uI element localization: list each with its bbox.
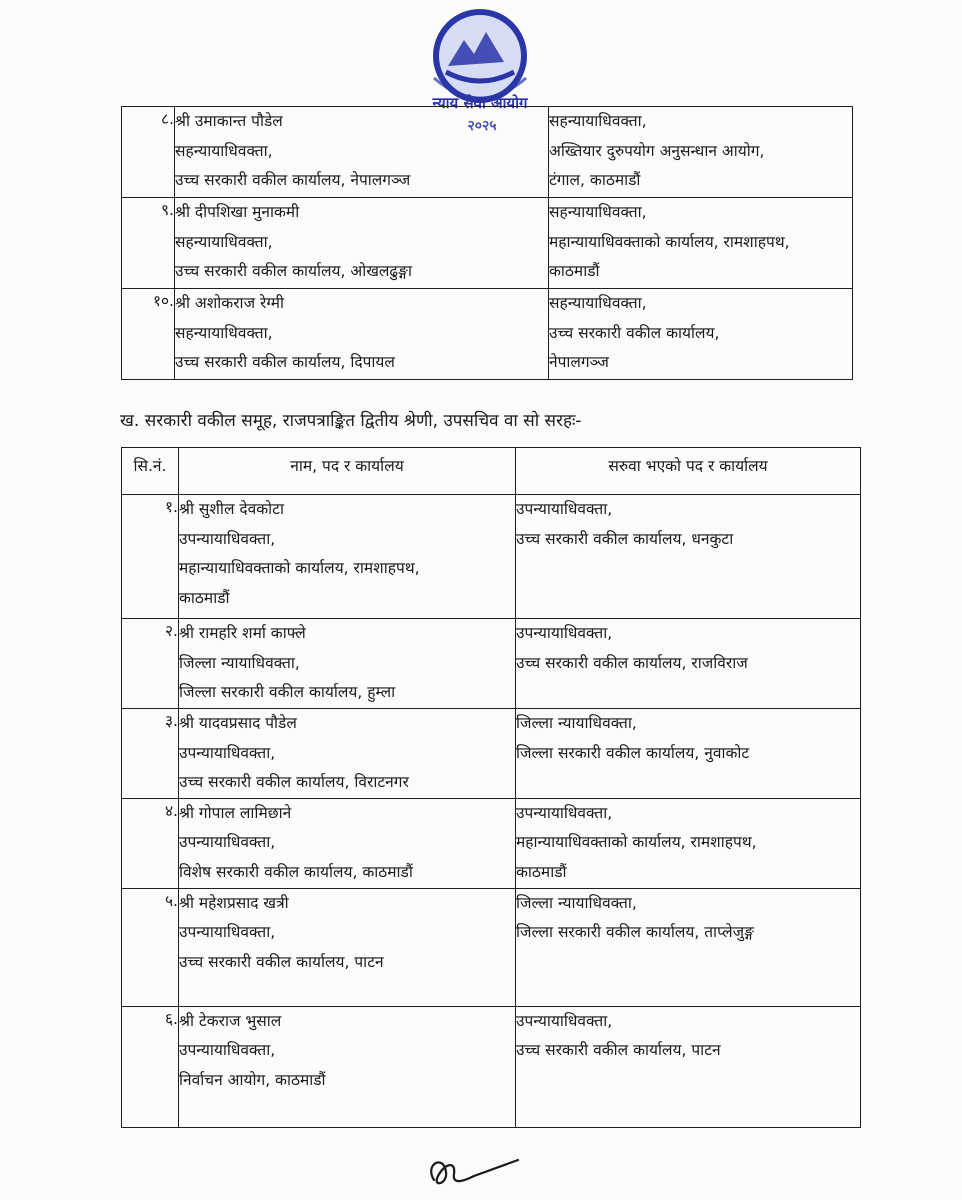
transfer-cell-line: उच्च सरकारी वकील कार्यालय, राजविराज — [516, 653, 748, 672]
transfer-cell — [549, 107, 853, 198]
transfer-cell — [516, 709, 861, 799]
name-cell-line: श्री अशोकराज रेग्मी — [175, 294, 284, 312]
name-cell — [179, 1006, 516, 1127]
name-cell — [175, 107, 549, 198]
transfer-cell — [516, 619, 861, 709]
transfer-cell — [549, 198, 853, 289]
name-cell — [175, 289, 549, 380]
column-header-transfer: सरुवा भएको पद र कार्यालय — [516, 448, 861, 495]
name-cell-line: श्री गोपाल लामिछाने — [179, 803, 292, 822]
name-cell — [175, 198, 549, 289]
transfer-cell-line: टंगाल, काठमाडौं — [549, 171, 641, 189]
transfer-cell-line: सहन्यायाधिवक्ता, — [549, 112, 647, 130]
table-row — [122, 709, 861, 799]
transfer-cell-line: जिल्ला सरकारी वकील कार्यालय, ताप्लेजुङ्ग — [516, 923, 754, 941]
name-cell-line: श्री सुशील देवकोटा — [179, 500, 284, 518]
name-cell-line: उच्च सरकारी वकील कार्यालय, ओखलढुङ्गा — [175, 262, 412, 280]
name-cell-line: श्री यादवप्रसाद पौडेल — [179, 714, 297, 732]
table-row — [122, 798, 861, 888]
signature-icon — [422, 1150, 522, 1192]
serial-number: ९. — [122, 198, 175, 289]
transfer-cell-line: अख्तियार दुरुपयोग अनुसन्धान आयोग, — [549, 141, 765, 160]
table-row — [122, 1006, 861, 1127]
transfer-cell-line: उच्च सरकारी वकील कार्यालय, धनकुटा — [516, 529, 734, 548]
transfer-cell-line: जिल्ला सरकारी वकील कार्यालय, नुवाकोट — [516, 743, 750, 762]
name-cell-line: श्री टेकराज भुसाल — [179, 1011, 282, 1030]
transfer-cell — [516, 798, 861, 888]
name-cell-line: महान्यायाधिवक्ताको कार्यालय, रामशाहपथ, — [179, 559, 420, 577]
transfer-cell — [549, 289, 853, 380]
name-cell-line: विशेष सरकारी वकील कार्यालय, काठमाडौं — [179, 862, 413, 881]
name-cell-line: सहन्यायाधिवक्ता, — [175, 141, 273, 160]
name-cell-line: उपन्यायाधिवक्ता, — [179, 743, 276, 762]
transfer-cell-line: उपन्यायाधिवक्ता, — [516, 1011, 613, 1030]
name-cell-line: उपन्यायाधिवक्ता, — [179, 833, 276, 851]
table-row — [122, 888, 861, 1006]
name-cell-line: सहन्यायाधिवक्ता, — [175, 232, 273, 251]
transfer-cell-line: जिल्ला न्यायाधिवक्ता, — [516, 893, 637, 912]
transfer-cell-line: सहन्यायाधिवक्ता, — [549, 203, 647, 221]
name-cell-line: उच्च सरकारी वकील कार्यालय, नेपालगञ्ज — [175, 171, 411, 189]
name-cell-line: जिल्ला न्यायाधिवक्ता, — [179, 653, 300, 672]
table-row — [122, 107, 853, 198]
name-cell-line: श्री रामहरि शर्मा काफ्ले — [179, 624, 306, 642]
serial-number: ८. — [122, 107, 175, 198]
name-cell-line: उपन्यायाधिवक्ता, — [179, 923, 276, 941]
serial-number: ४. — [122, 798, 179, 888]
name-cell-line: श्री महेशप्रसाद खत्री — [179, 893, 289, 912]
table-row — [122, 289, 853, 380]
name-cell-line: श्री उमाकान्त पौडेल — [175, 112, 283, 130]
serial-number: १. — [122, 495, 179, 619]
serial-number: १०. — [122, 289, 175, 380]
transfer-table-continued — [121, 106, 853, 380]
transfer-cell-line: जिल्ला न्यायाधिवक्ता, — [516, 714, 637, 732]
transfer-cell — [516, 1006, 861, 1127]
serial-number: २. — [122, 619, 179, 709]
transfer-cell-line: काठमाडौं — [516, 862, 567, 881]
name-cell-line: काठमाडौं — [179, 588, 230, 607]
transfer-cell — [516, 888, 861, 1006]
name-cell-line: निर्वाचन आयोग, काठमाडौं — [179, 1070, 326, 1089]
name-cell — [179, 798, 516, 888]
table-row — [122, 619, 861, 709]
column-header-sn: सि.नं. — [122, 448, 179, 495]
transfer-cell-line: उपन्यायाधिवक्ता, — [516, 500, 613, 518]
name-cell-line: सहन्यायाधिवक्ता, — [175, 323, 273, 342]
table-row — [122, 495, 861, 619]
name-cell-line: उच्च सरकारी वकील कार्यालय, पाटन — [179, 952, 384, 971]
transfer-cell-line: सहन्यायाधिवक्ता, — [549, 294, 647, 312]
table-row — [122, 198, 853, 289]
name-cell — [179, 495, 516, 619]
transfer-cell-line: महान्यायाधिवक्ताको कार्यालय, रामशाहपथ, — [516, 833, 757, 851]
name-cell-line: श्री दीपशिखा मुनाकमी — [175, 203, 300, 221]
name-cell-line: उपन्यायाधिवक्ता, — [179, 1041, 276, 1059]
column-header-name: नाम, पद र कार्यालय — [179, 448, 516, 495]
section-heading: ख. सरकारी वकील समूह, राजपत्राङ्कित द्वितीय श्रेणी, उपसचिव वा सो सरहः- — [120, 411, 582, 431]
transfer-cell-line: उपन्यायाधिवक्ता, — [516, 803, 613, 822]
serial-number: ६. — [122, 1006, 179, 1127]
name-cell — [179, 888, 516, 1006]
seal-year: २०२५ — [467, 118, 497, 134]
transfer-cell-line: महान्यायाधिवक्ताको कार्यालय, रामशाहपथ, — [549, 232, 790, 251]
serial-number: ५. — [122, 888, 179, 1006]
transfer-cell — [516, 495, 861, 619]
seal-text: न्याय सेवा आयोग — [432, 94, 528, 112]
serial-number: ३. — [122, 709, 179, 799]
name-cell — [179, 709, 516, 799]
transfer-cell-line: उच्च सरकारी वकील कार्यालय, — [549, 323, 720, 342]
transfer-table-section-b — [121, 447, 861, 1128]
transfer-cell-line: उच्च सरकारी वकील कार्यालय, पाटन — [516, 1041, 721, 1059]
name-cell — [179, 619, 516, 709]
transfer-cell-line: काठमाडौं — [549, 262, 600, 280]
transfer-cell-line: नेपालगञ्ज — [549, 353, 609, 371]
name-cell-line: उच्च सरकारी वकील कार्यालय, विराटनगर — [179, 773, 409, 791]
transfer-cell-line: उपन्यायाधिवक्ता, — [516, 624, 613, 642]
name-cell-line: जिल्ला सरकारी वकील कार्यालय, हुम्ला — [179, 683, 396, 701]
name-cell-line: उपन्यायाधिवक्ता, — [179, 529, 276, 548]
name-cell-line: उच्च सरकारी वकील कार्यालय, दिपायल — [175, 353, 395, 371]
table-header-row — [122, 448, 861, 495]
